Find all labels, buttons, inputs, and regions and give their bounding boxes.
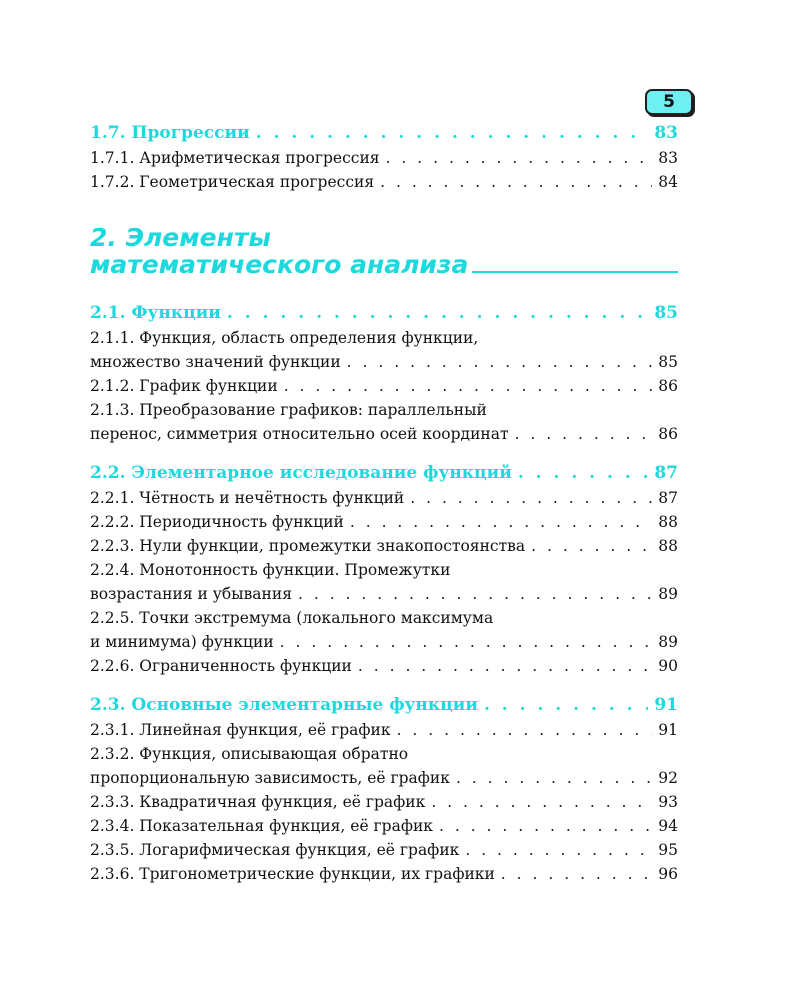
- dot-leader: [531, 534, 652, 558]
- dot-leader: [386, 146, 653, 170]
- dot-leader: [439, 814, 652, 838]
- section-title: 1.7. Прогрессии: [90, 123, 250, 143]
- dot-leader: [350, 510, 652, 534]
- page-ref: 85: [658, 353, 678, 371]
- dot-leader: [515, 422, 653, 446]
- item-title-line1: 2.2.5. Точки экстремума (локального максимума: [90, 609, 494, 627]
- item-title-line1: 2.3.2. Функция, описывающая обратно: [90, 745, 409, 763]
- chapter-heading: [90, 224, 678, 278]
- toc-item-2-2-3[interactable]: [90, 534, 678, 558]
- toc-item-2-1-1[interactable]: [90, 326, 678, 374]
- dot-leader: [456, 766, 652, 790]
- page-ref: 87: [658, 489, 678, 507]
- item-title: 2.2.2. Периодичность функций: [90, 513, 344, 531]
- page-ref: 88: [658, 513, 678, 531]
- item-title: 2.3.6. Тригонометрические функции, их графики: [90, 865, 495, 883]
- page-ref: 92: [658, 769, 678, 787]
- dot-leader: [358, 654, 652, 678]
- item-title: 2.3.3. Квадратичная функция, её график: [90, 793, 426, 811]
- dot-leader: [347, 350, 653, 374]
- toc-item-2-3-4[interactable]: [90, 814, 678, 838]
- item-title: перенос, симметрия относительно осей координат: [90, 425, 509, 443]
- page-ref: 91: [658, 721, 678, 739]
- toc-section-2-1[interactable]: [90, 300, 678, 326]
- spacer: [90, 446, 678, 460]
- toc-section-2-2[interactable]: [90, 460, 678, 486]
- item-title: 2.2.6. Ограниченность функции: [90, 657, 352, 675]
- dot-leader: [280, 630, 653, 654]
- dot-leader: [501, 862, 652, 886]
- toc-item-2-3-3[interactable]: [90, 790, 678, 814]
- dot-leader: [431, 790, 652, 814]
- item-title: 2.1.2. График функции: [90, 377, 278, 395]
- dot-leader: [397, 718, 653, 742]
- item-title: 1.7.2. Геометрическая прогрессия: [90, 173, 375, 191]
- dot-leader: [284, 374, 653, 398]
- page-number-badge: 5: [645, 89, 693, 115]
- spacer: [90, 678, 678, 692]
- item-title: 2.2.1. Чётность и нечётность функций: [90, 489, 405, 507]
- toc-item-2-3-5[interactable]: [90, 838, 678, 862]
- chapter-underline: [472, 271, 678, 273]
- item-title-line1: 2.1.1. Функция, область определения функции,: [90, 329, 479, 347]
- dot-leader: [380, 170, 652, 194]
- page-ref: 83: [658, 149, 678, 167]
- page-ref: 96: [658, 865, 678, 883]
- section-title: 2.2. Элементарное исследование функций: [90, 463, 512, 483]
- item-title: и минимума) функции: [90, 633, 274, 651]
- page-ref: 89: [658, 585, 678, 603]
- page-ref: 83: [654, 123, 678, 143]
- dot-leader: [256, 120, 649, 146]
- page-ref: 86: [658, 425, 678, 443]
- dot-leader: [518, 460, 649, 486]
- section-title: 2.1. Функции: [90, 303, 221, 323]
- dot-leader: [298, 582, 652, 606]
- chapter-title-line2: математического анализа: [90, 250, 469, 279]
- page-ref: 84: [658, 173, 678, 191]
- dot-leader: [410, 486, 652, 510]
- item-title: 2.3.5. Логарифмическая функция, её график: [90, 841, 460, 859]
- toc-item-2-1-3[interactable]: [90, 398, 678, 446]
- toc-item-1-7-1[interactable]: [90, 146, 678, 170]
- chapter-title-line1: 2. Элементы: [90, 223, 271, 252]
- page-ref: 91: [654, 695, 678, 715]
- toc-item-2-3-6[interactable]: [90, 862, 678, 886]
- toc-item-2-2-1[interactable]: [90, 486, 678, 510]
- toc-item-2-2-5[interactable]: [90, 606, 678, 654]
- toc-item-2-2-4[interactable]: [90, 558, 678, 606]
- item-title: 1.7.1. Арифметическая прогрессия: [90, 149, 380, 167]
- item-title: 2.3.1. Линейная функция, её график: [90, 721, 391, 739]
- dot-leader: [465, 838, 652, 862]
- toc-item-2-1-2[interactable]: [90, 374, 678, 398]
- toc-section-2-3[interactable]: [90, 692, 678, 718]
- page-ref: 93: [658, 793, 678, 811]
- table-of-contents: [90, 120, 678, 886]
- toc-item-2-2-2[interactable]: [90, 510, 678, 534]
- page-ref: 85: [654, 303, 678, 323]
- item-title: 2.2.3. Нули функции, промежутки знакопостоянства: [90, 537, 526, 555]
- dot-leader: [484, 692, 648, 718]
- page-ref: 87: [654, 463, 678, 483]
- item-title-line1: 2.1.3. Преобразование графиков: параллельный: [90, 401, 487, 419]
- page-ref: 89: [658, 633, 678, 651]
- item-title: возрастания и убывания: [90, 585, 292, 603]
- item-title-line1: 2.2.4. Монотонность функции. Промежутки: [90, 561, 451, 579]
- toc-item-2-2-6[interactable]: [90, 654, 678, 678]
- page-ref: 86: [658, 377, 678, 395]
- page-ref: 94: [658, 817, 678, 835]
- item-title: пропорциональную зависимость, её график: [90, 769, 450, 787]
- toc-item-2-3-1[interactable]: [90, 718, 678, 742]
- toc-item-1-7-2[interactable]: [90, 170, 678, 194]
- section-title: 2.3. Основные элементарные функции: [90, 695, 478, 715]
- page-ref: 95: [658, 841, 678, 859]
- item-title: множество значений функции: [90, 353, 341, 371]
- toc-item-2-3-2[interactable]: [90, 742, 678, 790]
- dot-leader: [227, 300, 648, 326]
- toc-section-1-7[interactable]: [90, 120, 678, 146]
- page-ref: 88: [658, 537, 678, 555]
- item-title: 2.3.4. Показательная функция, её график: [90, 817, 433, 835]
- page-ref: 90: [658, 657, 678, 675]
